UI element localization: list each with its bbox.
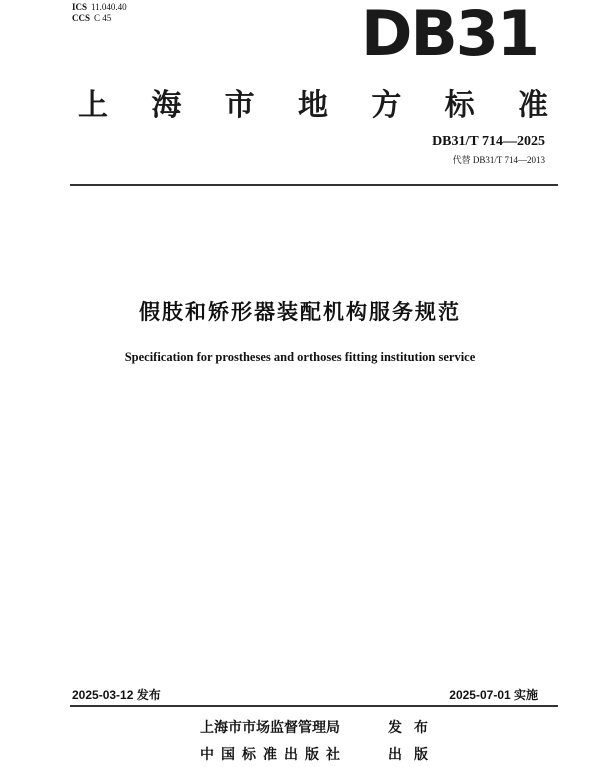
classification-codes — [72, 2, 127, 24]
standard-type-char: 方 — [371, 88, 402, 123]
replaced-standard: 代替 DB31/T 714—2013 — [452, 155, 545, 165]
standard-code-block — [432, 133, 545, 167]
issuer-row — [200, 717, 440, 737]
document-title-zh: 假肢和矫形器装配机构服务规范 — [139, 300, 461, 324]
standard-type-char: 准 — [517, 88, 548, 123]
ccs-label: CCS — [72, 13, 91, 23]
issuer-org: 上海市市场监督管理局 — [200, 720, 340, 736]
bottom-divider — [70, 705, 558, 707]
ics-label: ICS — [72, 2, 88, 12]
ccs-code — [72, 13, 127, 24]
ics-value: 11.040.40 — [91, 2, 127, 12]
standard-type-char: 市 — [224, 88, 255, 123]
ccs-value: C 45 — [94, 13, 112, 23]
standard-type-char: 地 — [297, 88, 328, 123]
standard-type-char: 海 — [151, 88, 182, 123]
standard-type-char: 上 — [78, 88, 108, 123]
document-title-en: Specification for prostheses and orthoses fitting institution service — [124, 350, 476, 364]
publisher-action: 出版 — [388, 747, 440, 763]
issue-date: 2025-03-12 发布 — [72, 688, 161, 702]
standard-type-char: 标 — [444, 88, 475, 123]
db31-logo: DB31 — [360, 0, 538, 70]
standard-code: DB31/T 714—2025 — [432, 134, 545, 149]
effective-date: 2025-07-01 实施 — [449, 688, 538, 702]
ics-code — [72, 2, 127, 13]
issuer-action: 发布 — [388, 720, 440, 736]
standard-type-heading — [78, 80, 548, 124]
publisher-row — [200, 744, 440, 764]
top-divider — [70, 184, 558, 186]
publisher-org: 中国标准出版社 — [200, 747, 347, 763]
